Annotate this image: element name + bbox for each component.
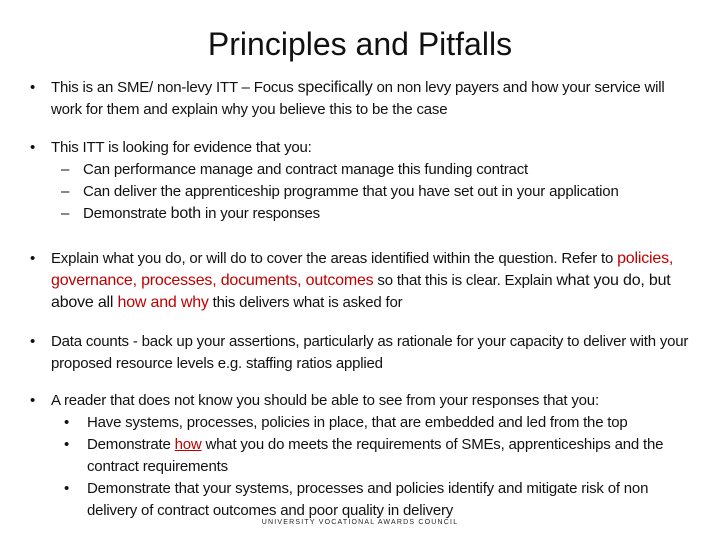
- emphasis-both: both: [170, 205, 201, 222]
- sub-item-text: Demonstrate: [87, 436, 175, 453]
- sub-item-text: Demonstrate: [83, 205, 171, 222]
- emphasis-what-you-do: what you do, but above all: [51, 272, 671, 311]
- highlight-policies: policies, governance, processes, documents, outcomes: [51, 250, 674, 289]
- sub-item-text: Have systems, processes, policies in place, that are embedded and led from the top: [87, 414, 628, 431]
- bullet-marker: •: [64, 414, 70, 431]
- bullet-data-counts: [30, 331, 690, 375]
- sub-item: [51, 159, 690, 181]
- bullet-evidence: [30, 137, 690, 225]
- slide-title: Principles and Pitfalls: [207, 26, 513, 62]
- bullet-intro: This ITT is looking for evidence that you:: [51, 139, 312, 156]
- bullet-text: [51, 77, 690, 121]
- footer-logo-text: UNIVERSITY VOCATIONAL AWARDS COUNCIL: [261, 519, 459, 526]
- underlined-how: how: [174, 436, 202, 453]
- text-run: on non levy payers and how your service will work for them and explain why you believe this to be the case: [51, 79, 665, 118]
- bullet-marker: •: [30, 79, 36, 96]
- sub-item-text: Can performance manage and contract manage this funding contract: [83, 161, 528, 178]
- sub-item: [51, 181, 690, 203]
- sub-item: [51, 478, 690, 522]
- bullet-intro: A reader that does not know you should be able to see from your responses that you:: [51, 392, 599, 409]
- emphasis-specifically: specifically: [297, 79, 373, 96]
- bullet-marker: •: [30, 139, 36, 156]
- dash-marker: –: [61, 205, 70, 222]
- bullet-text: Data counts - back up your assertions, particularly as rationale for your capacity to deliver with your proposed resource levels e.g. staffing ratios applied: [51, 333, 689, 372]
- bullet-sme-focus: [30, 77, 690, 121]
- text-run: Explain what you do, or will do to cover the areas identified within the question. Refer to: [51, 250, 618, 267]
- bullet-reader: [30, 390, 690, 522]
- bullet-marker: •: [64, 436, 70, 453]
- sub-item: [51, 434, 690, 478]
- bullet-text: [51, 390, 690, 522]
- sub-item: [51, 412, 690, 434]
- dash-marker: –: [61, 161, 70, 178]
- bullet-explain: [30, 248, 690, 314]
- sub-item-text: what you do meets the requirements of SMEs, apprenticeships and the contract requirements: [87, 436, 664, 475]
- bullet-text: [51, 248, 690, 314]
- sub-item-text: Can deliver the apprenticeship programme that you have set out in your application: [83, 183, 619, 200]
- sub-item-text: Demonstrate that your systems, processes and policies identify and mitigate risk of non delivery of contract outcomes and poor quality in delivery: [87, 480, 649, 519]
- text-run: so that this is clear. Explain: [373, 272, 557, 289]
- bullet-marker: •: [30, 250, 36, 267]
- sub-item: [51, 203, 690, 225]
- dash-marker: –: [61, 183, 70, 200]
- highlight-how-and-why: how and why: [117, 294, 209, 311]
- text-run: this delivers what is asked for: [208, 294, 403, 311]
- text-run: This is an SME/ non-levy ITT – Focus: [51, 79, 298, 96]
- bullet-text: [51, 137, 690, 225]
- bullet-marker: •: [64, 480, 70, 497]
- bullet-marker: •: [30, 392, 36, 409]
- sub-item-text: in your responses: [200, 205, 320, 222]
- bullet-marker: •: [30, 333, 36, 350]
